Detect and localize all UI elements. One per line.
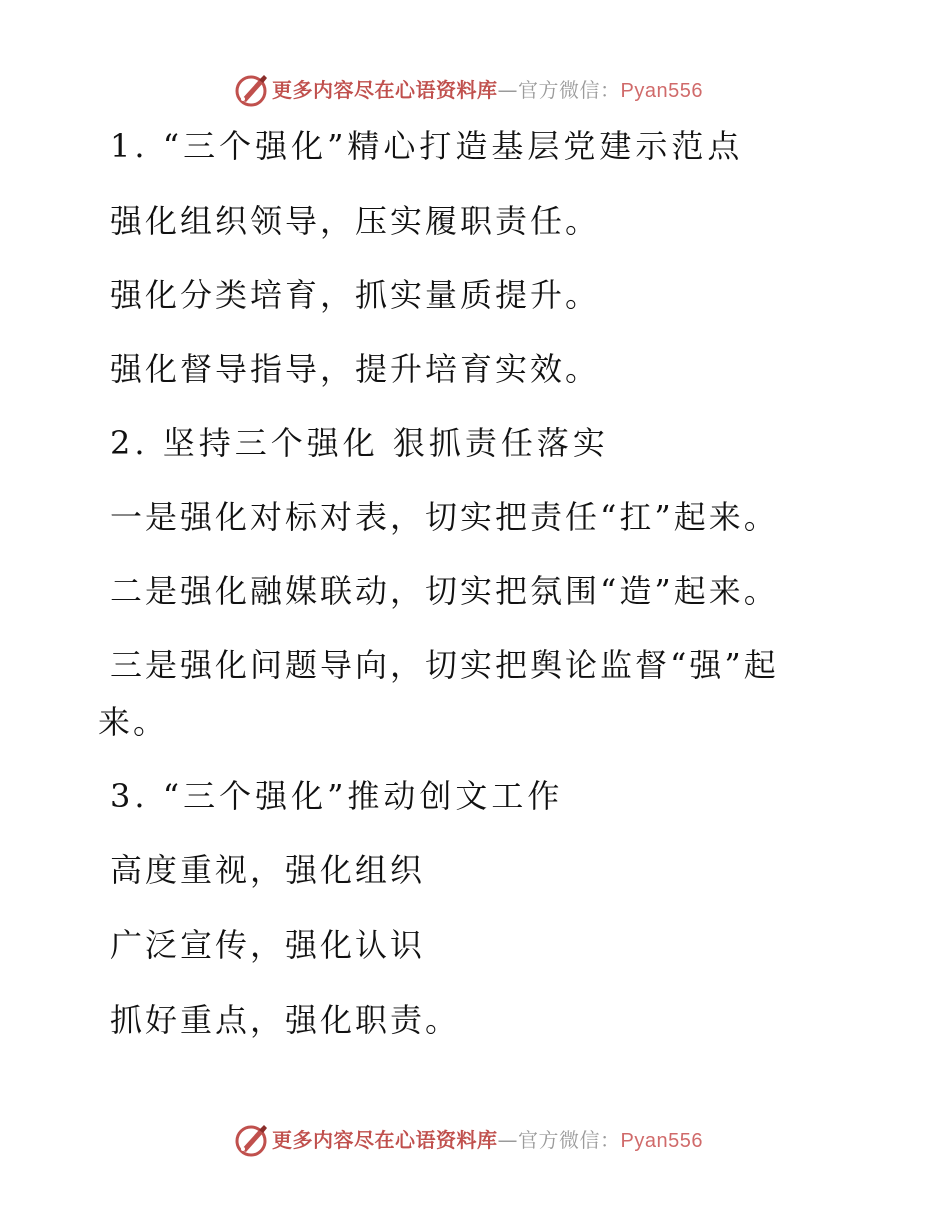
list-item: 强化分类培育，抓实量质提升。	[110, 276, 601, 314]
list-item: 三是强化问题导向，切实把舆论监督“强”起	[110, 646, 779, 684]
banner-text	[272, 77, 703, 104]
list-item: 高度重视，强化组织	[110, 851, 426, 889]
list-item: 广泛宣传，强化认识	[110, 926, 426, 964]
banner-main-text: 更多内容尽在心语资料库	[272, 1128, 498, 1152]
banner-main-text: 更多内容尽在心语资料库	[272, 78, 498, 102]
section-3-heading: 3. “三个强化”推动创文工作	[110, 777, 564, 815]
banner-wechat-id: Pyan556	[620, 1130, 703, 1152]
header-watermark-banner	[0, 70, 950, 110]
list-item: 强化组织领导，压实履职责任。	[110, 202, 601, 240]
list-item-continuation: 来。	[98, 703, 169, 741]
list-item: 一是强化对标对表，切实把责任“扛”起来。	[110, 498, 779, 536]
section-2-heading: 2. 坚持三个强化 狠抓责任落实	[110, 424, 609, 462]
list-item: 抓好重点，强化职责。	[110, 1001, 461, 1039]
section-1-heading: 1. “三个强化”精心打造基层党建示范点	[110, 127, 744, 165]
banner-official-label: 官方微信：	[518, 1128, 621, 1152]
list-item: 强化督导指导，提升培育实效。	[110, 350, 601, 388]
footer-watermark-banner	[0, 1120, 950, 1160]
pen-logo-icon	[233, 72, 269, 108]
banner-wechat-id: Pyan556	[620, 80, 703, 102]
banner-text	[272, 1127, 703, 1154]
banner-dash: —	[497, 78, 518, 102]
banner-dash: —	[497, 1128, 518, 1152]
list-item: 二是强化融媒联动，切实把氛围“造”起来。	[110, 572, 779, 610]
pen-logo-icon	[233, 1122, 269, 1158]
banner-official-label: 官方微信：	[518, 78, 621, 102]
